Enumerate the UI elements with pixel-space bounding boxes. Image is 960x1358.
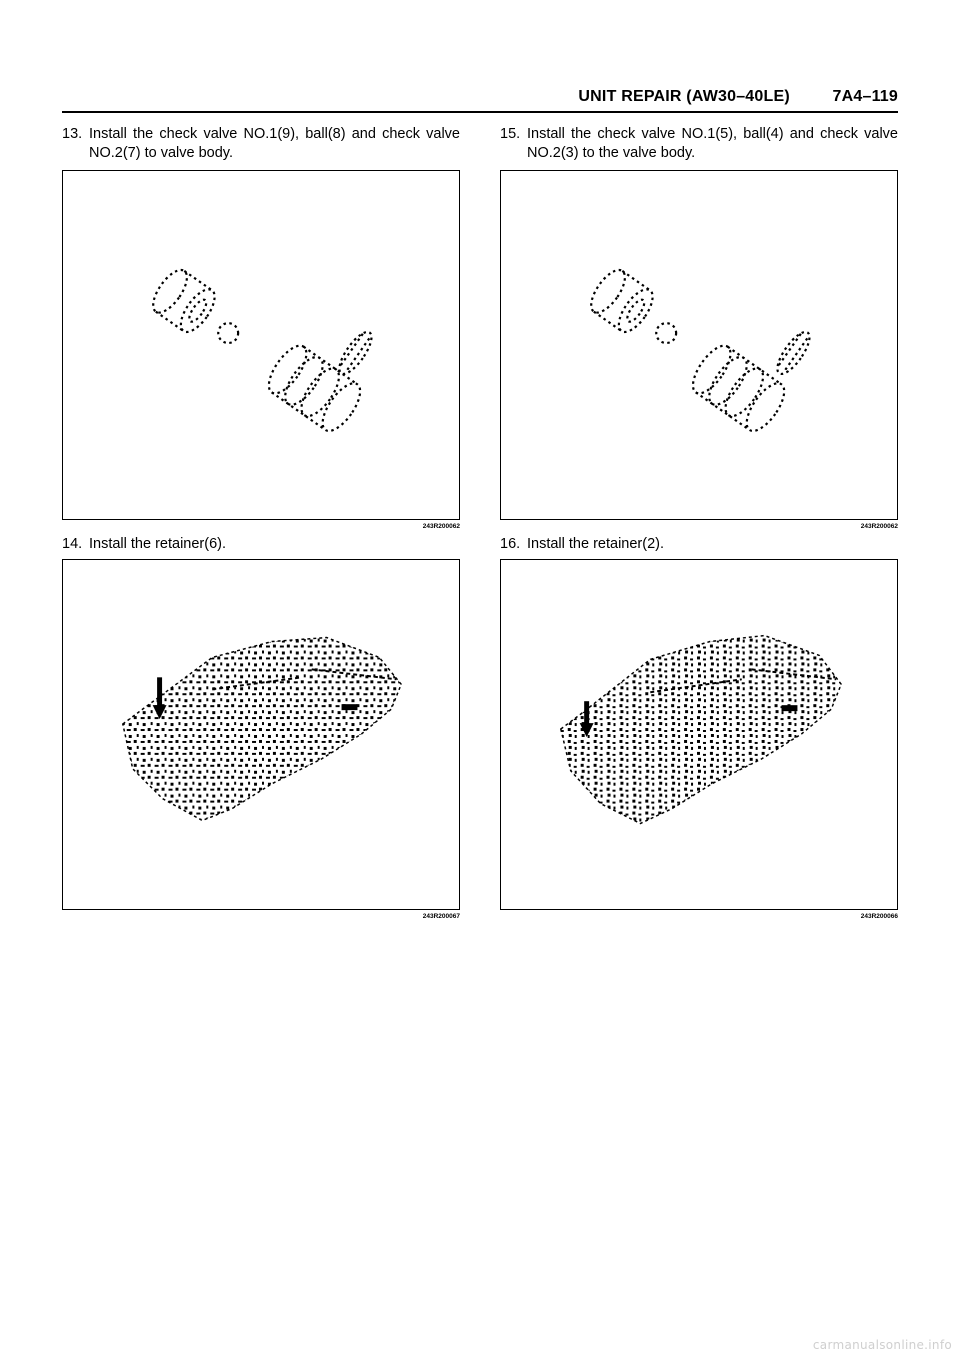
step-number: 16. [500, 536, 521, 552]
step-13 [62, 125, 460, 163]
figure-retainer-install [62, 559, 460, 910]
step-number: 15. [500, 126, 521, 142]
figure-id: 243R200062 [422, 523, 460, 530]
step-text: Install the retainer(2). [527, 536, 665, 552]
step-14 [62, 535, 460, 554]
section-title: UNIT REPAIR (AW30–40LE) [578, 88, 790, 105]
step-15 [500, 125, 898, 163]
step-number: 13. [62, 126, 83, 142]
step-number: 14. [62, 536, 83, 552]
check-valve-illustration [501, 171, 897, 519]
figure-check-valve-assembly [62, 170, 460, 520]
step-16 [500, 535, 898, 554]
valve-body-illustration [63, 560, 459, 909]
step-text: Install the check valve NO.1(9), ball(8) and check valve NO.2(7) to valve body. [89, 126, 460, 161]
figure-id: 243R200062 [860, 523, 898, 530]
step-text: Install the check valve NO.1(5), ball(4) and check valve NO.2(3) to the valve body. [527, 126, 898, 161]
figure-check-valve-assembly-2 [500, 170, 898, 520]
page-header [578, 88, 898, 106]
figure-id: 243R200066 [860, 913, 898, 920]
watermark: carmanualsonline.info [812, 1338, 952, 1352]
check-valve-illustration [63, 171, 459, 519]
figure-id: 243R200067 [422, 913, 460, 920]
header-rule [62, 111, 898, 113]
step-text: Install the retainer(6). [89, 536, 227, 552]
page-number: 7A4–119 [832, 88, 898, 105]
figure-retainer-install-2 [500, 559, 898, 910]
valve-body-illustration [501, 560, 897, 909]
